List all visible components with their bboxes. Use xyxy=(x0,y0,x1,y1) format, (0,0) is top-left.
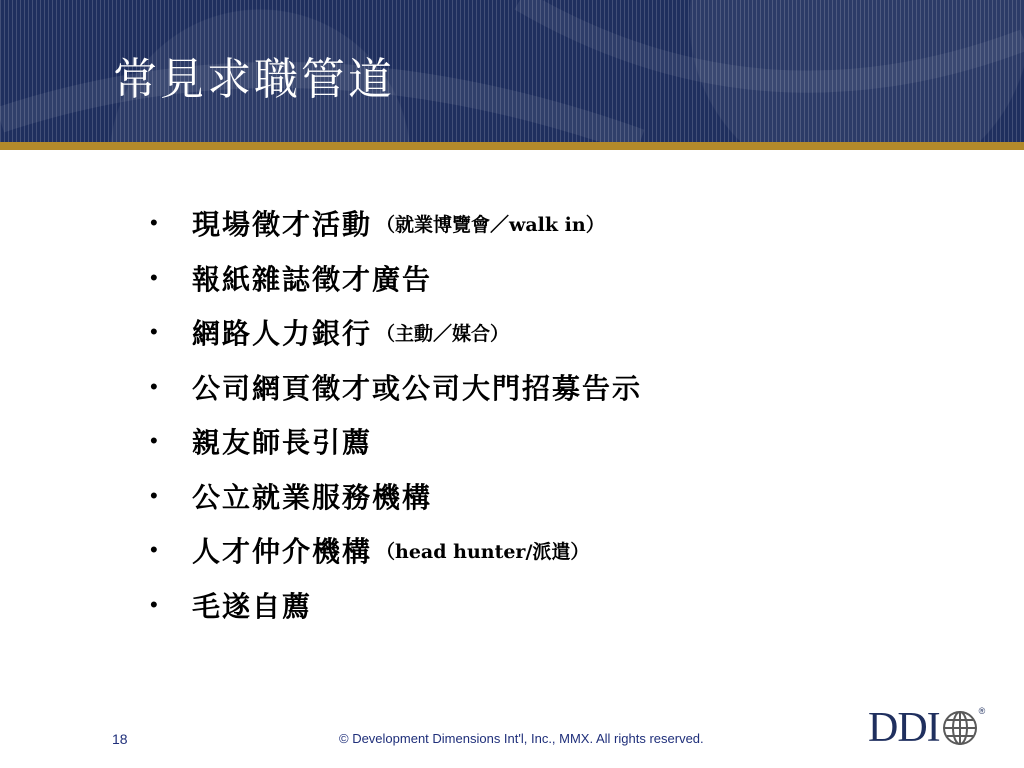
gold-divider xyxy=(0,142,1024,150)
page-number: 18 xyxy=(112,731,128,747)
list-item xyxy=(150,523,910,578)
bullet-note: （head hunter/派遣） xyxy=(376,540,590,563)
list-item xyxy=(150,305,910,360)
globe-icon xyxy=(942,710,978,746)
header-banner xyxy=(0,0,1024,142)
bullet-note: （就業博覽會／walk in） xyxy=(376,213,605,236)
bullet-icon: • xyxy=(150,319,158,345)
bullet-text: 現場徵才活動 xyxy=(192,208,373,242)
bullet-icon: • xyxy=(150,591,158,617)
bullet-list xyxy=(150,196,910,632)
bullet-text: 公立就業服務機構 xyxy=(192,480,433,514)
list-item xyxy=(150,469,910,524)
bullet-text: 報紙雜誌徵才廣告 xyxy=(192,262,433,296)
bullet-icon: • xyxy=(150,537,158,563)
logo-text: DDI xyxy=(868,705,940,751)
registered-mark: ® xyxy=(978,706,986,716)
bullet-text: 人才仲介機構 xyxy=(192,535,373,569)
ddi-logo xyxy=(868,706,985,750)
list-item xyxy=(150,251,910,306)
bullet-icon: • xyxy=(150,428,158,454)
copyright-notice: © Development Dimensions Int'l, Inc., MMX. All rights reserved. xyxy=(339,731,704,746)
bullet-icon: • xyxy=(150,482,158,508)
list-item xyxy=(150,414,910,469)
bullet-icon: • xyxy=(150,210,158,236)
bullet-icon: • xyxy=(150,264,158,290)
bullet-text: 網路人力銀行 xyxy=(192,317,373,351)
bullet-text: 公司網頁徵才或公司大門招募告示 xyxy=(192,371,643,405)
list-item xyxy=(150,578,910,633)
bullet-text: 親友師長引薦 xyxy=(192,426,373,460)
bullet-note: （主動／媒合） xyxy=(376,322,510,345)
list-item xyxy=(150,196,910,251)
bullet-text: 毛遂自薦 xyxy=(192,589,313,623)
list-item xyxy=(150,360,910,415)
page-title: 常見求職管道 xyxy=(113,54,395,105)
bullet-icon: • xyxy=(150,373,158,399)
